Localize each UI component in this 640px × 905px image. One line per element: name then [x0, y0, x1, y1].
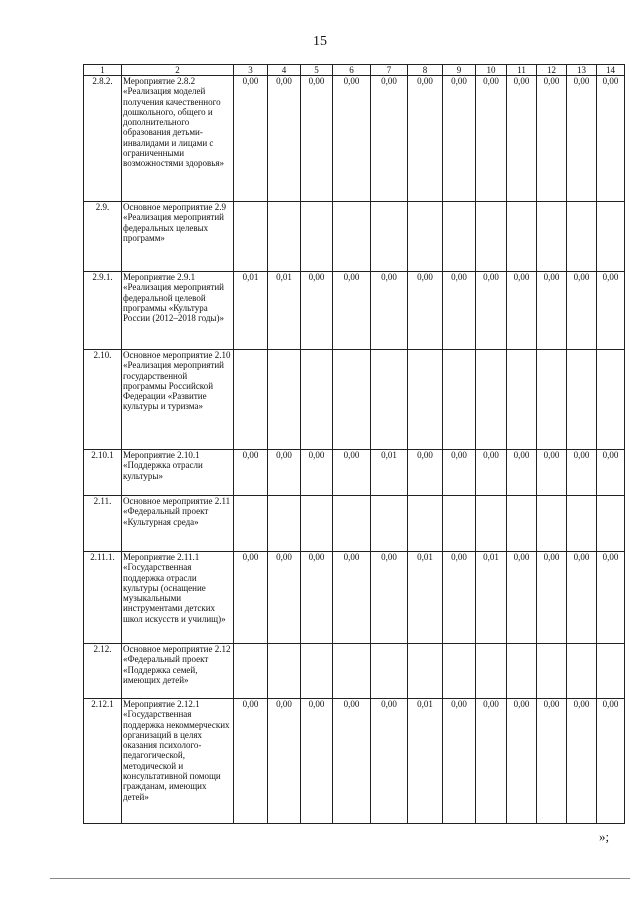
column-header: 8: [408, 65, 443, 76]
value-cell: 0,01: [234, 272, 268, 350]
table-row: [84, 552, 625, 644]
table-row: [84, 202, 625, 272]
value-cell: 0,00: [567, 76, 597, 202]
table-row: [84, 496, 625, 552]
value-cell: [443, 350, 476, 450]
value-cell: 0,00: [597, 76, 625, 202]
value-cell: 0,00: [301, 76, 333, 202]
value-cell: [567, 496, 597, 552]
column-header: 5: [301, 65, 333, 76]
row-name: Основное мероприятие 2.11 «Федеральный проект «Культурная среда»: [122, 496, 234, 552]
value-cell: [507, 202, 537, 272]
value-cell: 0,01: [476, 552, 507, 644]
value-cell: 0,00: [333, 272, 371, 350]
column-header: 14: [597, 65, 625, 76]
column-header: 1: [84, 65, 122, 76]
value-cell: 0,00: [301, 552, 333, 644]
row-code: 2.9.1.: [84, 272, 122, 350]
column-header: 9: [443, 65, 476, 76]
value-cell: 0,00: [371, 76, 408, 202]
row-code: 2.12.: [84, 644, 122, 699]
value-cell: 0,00: [234, 699, 268, 824]
value-cell: 0,00: [333, 450, 371, 496]
value-cell: 0,00: [476, 450, 507, 496]
value-cell: 0,00: [333, 552, 371, 644]
value-cell: [443, 496, 476, 552]
value-cell: [507, 496, 537, 552]
value-cell: [371, 350, 408, 450]
row-name: Основное мероприятие 2.9 «Реализация мероприятий федеральных целевых программ»: [122, 202, 234, 272]
value-cell: 0,00: [333, 76, 371, 202]
value-cell: [234, 202, 268, 272]
value-cell: [301, 202, 333, 272]
value-cell: 0,00: [537, 699, 567, 824]
value-cell: 0,00: [333, 699, 371, 824]
value-cell: 0,00: [476, 76, 507, 202]
row-name: Мероприятие 2.9.1 «Реализация мероприятий федеральной целевой программы «Культура России (2012–2018 годы)»: [122, 272, 234, 350]
value-cell: [371, 202, 408, 272]
value-cell: 0,00: [371, 699, 408, 824]
row-code: 2.10.: [84, 350, 122, 450]
value-cell: 0,00: [268, 450, 301, 496]
value-cell: 0,00: [567, 699, 597, 824]
value-cell: [301, 350, 333, 450]
row-name: Мероприятие 2.8.2 «Реализация моделей получения качественного дошкольного, общего и дополнительного образования детьми-инвалидами и лицами с ограниченными возможностями здоровья»: [122, 76, 234, 202]
value-cell: [408, 202, 443, 272]
column-header: 10: [476, 65, 507, 76]
value-cell: [234, 350, 268, 450]
value-cell: [333, 644, 371, 699]
value-cell: [333, 202, 371, 272]
value-cell: 0,00: [567, 272, 597, 350]
program-table: [83, 64, 625, 824]
table-row: [84, 699, 625, 824]
value-cell: [234, 644, 268, 699]
row-code: 2.11.: [84, 496, 122, 552]
column-header: 4: [268, 65, 301, 76]
value-cell: [537, 202, 567, 272]
value-cell: [476, 496, 507, 552]
value-cell: 0,01: [408, 699, 443, 824]
value-cell: 0,00: [537, 552, 567, 644]
table-row: [84, 76, 625, 202]
value-cell: 0,00: [268, 76, 301, 202]
value-cell: [371, 496, 408, 552]
value-cell: 0,01: [408, 552, 443, 644]
value-cell: 0,01: [268, 272, 301, 350]
value-cell: [443, 644, 476, 699]
value-cell: 0,00: [507, 552, 537, 644]
value-cell: 0,00: [234, 450, 268, 496]
value-cell: [443, 202, 476, 272]
column-header: 7: [371, 65, 408, 76]
value-cell: [268, 644, 301, 699]
value-cell: 0,00: [537, 450, 567, 496]
value-cell: 0,00: [268, 699, 301, 824]
table-row: [84, 644, 625, 699]
header-row: [84, 65, 625, 76]
value-cell: [268, 496, 301, 552]
value-cell: 0,00: [567, 552, 597, 644]
value-cell: [408, 496, 443, 552]
value-cell: [301, 644, 333, 699]
page-bottom-rule: [50, 878, 630, 879]
value-cell: 0,00: [537, 76, 567, 202]
value-cell: 0,00: [476, 272, 507, 350]
value-cell: [234, 496, 268, 552]
value-cell: 0,00: [507, 272, 537, 350]
value-cell: [597, 644, 625, 699]
value-cell: 0,00: [234, 76, 268, 202]
value-cell: [537, 644, 567, 699]
value-cell: 0,00: [301, 450, 333, 496]
value-cell: [476, 644, 507, 699]
value-cell: 0,00: [408, 272, 443, 350]
value-cell: [597, 202, 625, 272]
value-cell: [476, 350, 507, 450]
value-cell: 0,00: [371, 552, 408, 644]
value-cell: [567, 350, 597, 450]
value-cell: [268, 350, 301, 450]
value-cell: 0,00: [443, 699, 476, 824]
row-name: Мероприятие 2.11.1 «Государственная поддержка отрасли культуры (оснащение музыкальными инструментами детских школ искусств и училищ)»: [122, 552, 234, 644]
row-code: 2.12.1: [84, 699, 122, 824]
table-row: [84, 272, 625, 350]
value-cell: [567, 202, 597, 272]
value-cell: 0,00: [597, 699, 625, 824]
end-quote-mark: »;: [599, 829, 610, 844]
row-code: 2.8.2.: [84, 76, 122, 202]
value-cell: [537, 496, 567, 552]
value-cell: 0,00: [597, 450, 625, 496]
column-header: 13: [567, 65, 597, 76]
column-header: 2: [122, 65, 234, 76]
value-cell: 0,00: [507, 76, 537, 202]
value-cell: 0,00: [301, 272, 333, 350]
value-cell: [537, 350, 567, 450]
row-name: Мероприятие 2.12.1 «Государственная поддержка некоммерческих организаций в целях оказания психолого-педагогической, методической и консультативной помощи гражданам, имеющих детей»: [122, 699, 234, 824]
value-cell: [567, 644, 597, 699]
value-cell: [597, 496, 625, 552]
value-cell: 0,00: [537, 272, 567, 350]
row-name: Основное мероприятие 2.12 «Федеральный проект «Поддержка семей, имеющих детей»: [122, 644, 234, 699]
value-cell: [597, 350, 625, 450]
page-number: 15: [313, 34, 327, 49]
value-cell: [408, 350, 443, 450]
value-cell: 0,00: [371, 272, 408, 350]
value-cell: [333, 350, 371, 450]
value-cell: 0,00: [476, 699, 507, 824]
value-cell: 0,00: [507, 699, 537, 824]
value-cell: 0,00: [443, 76, 476, 202]
table-row: [84, 350, 625, 450]
row-code: 2.11.1.: [84, 552, 122, 644]
table-row: [84, 450, 625, 496]
column-header: 6: [333, 65, 371, 76]
value-cell: 0,00: [301, 699, 333, 824]
value-cell: 0,00: [597, 552, 625, 644]
value-cell: 0,00: [408, 450, 443, 496]
value-cell: [476, 202, 507, 272]
value-cell: 0,00: [408, 76, 443, 202]
value-cell: [507, 644, 537, 699]
value-cell: [268, 202, 301, 272]
row-name: Мероприятие 2.10.1 «Поддержка отрасли культуры»: [122, 450, 234, 496]
value-cell: 0,00: [443, 450, 476, 496]
value-cell: 0,01: [371, 450, 408, 496]
column-header: 12: [537, 65, 567, 76]
value-cell: [333, 496, 371, 552]
row-code: 2.9.: [84, 202, 122, 272]
value-cell: [408, 644, 443, 699]
column-header: 3: [234, 65, 268, 76]
value-cell: 0,00: [597, 272, 625, 350]
value-cell: 0,00: [567, 450, 597, 496]
value-cell: 0,00: [268, 552, 301, 644]
value-cell: [301, 496, 333, 552]
row-name: Основное мероприятие 2.10 «Реализация мероприятий государственной программы Российской Федерации «Развитие культуры и туризма»: [122, 350, 234, 450]
value-cell: [371, 644, 408, 699]
value-cell: 0,00: [234, 552, 268, 644]
row-code: 2.10.1: [84, 450, 122, 496]
value-cell: 0,00: [507, 450, 537, 496]
value-cell: [507, 350, 537, 450]
column-header: 11: [507, 65, 537, 76]
value-cell: 0,00: [443, 272, 476, 350]
value-cell: 0,00: [443, 552, 476, 644]
